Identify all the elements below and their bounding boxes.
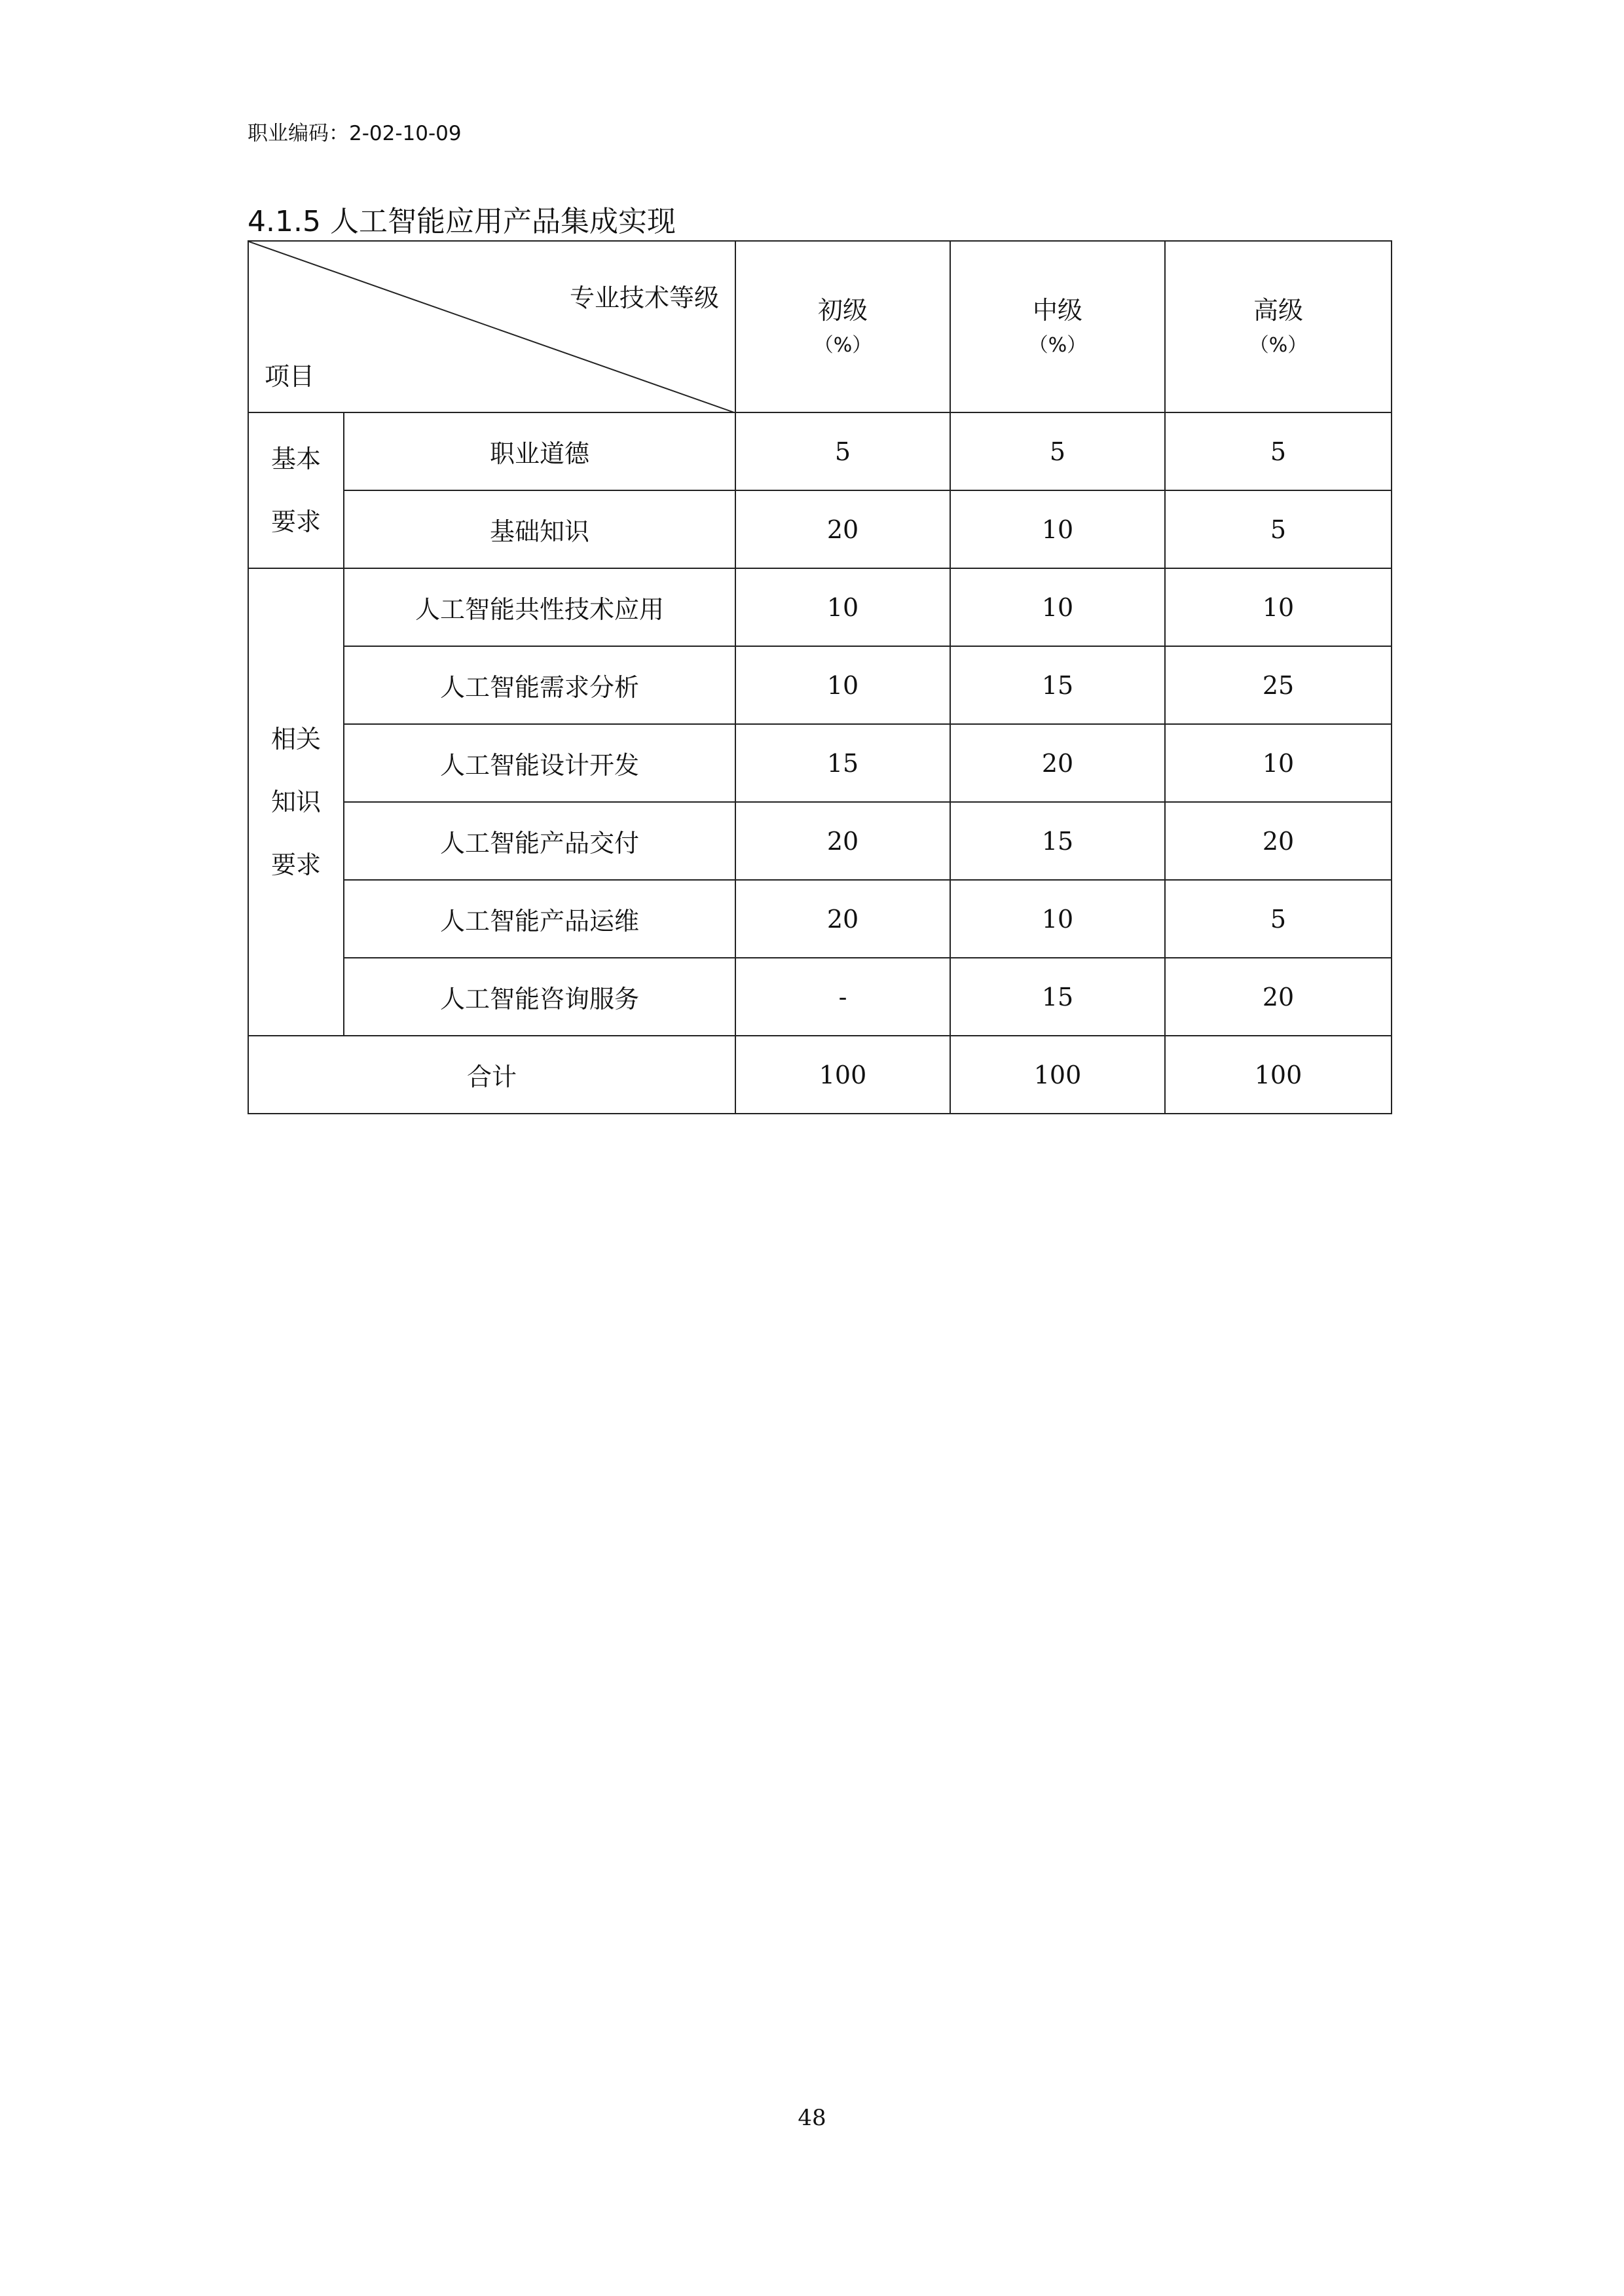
value-cell: 15 bbox=[950, 958, 1165, 1036]
value-cell: 5 bbox=[1165, 880, 1392, 958]
item-name: 人工智能共性技术应用 bbox=[344, 568, 735, 646]
level-unit: （%） bbox=[1028, 334, 1087, 357]
item-name: 人工智能咨询服务 bbox=[344, 958, 735, 1036]
occupation-code: 职业编码：2-02-10-09 bbox=[248, 122, 462, 145]
group-label-related-knowledge bbox=[248, 568, 344, 1036]
group-label-line: 相关 bbox=[270, 725, 321, 754]
diagonal-line bbox=[249, 242, 736, 413]
value-cell: 5 bbox=[1165, 490, 1392, 568]
value-cell: 10 bbox=[735, 646, 950, 724]
table-row bbox=[248, 880, 1392, 958]
value-cell: 10 bbox=[1165, 568, 1392, 646]
total-value: 100 bbox=[950, 1036, 1165, 1114]
value-cell: 15 bbox=[735, 724, 950, 802]
value-cell: 20 bbox=[1165, 958, 1392, 1036]
value-cell: - bbox=[735, 958, 950, 1036]
item-name: 人工智能产品运维 bbox=[344, 880, 735, 958]
value-cell: 10 bbox=[950, 568, 1165, 646]
item-name: 人工智能设计开发 bbox=[344, 724, 735, 802]
value-cell: 10 bbox=[735, 568, 950, 646]
value-cell: 10 bbox=[950, 880, 1165, 958]
table-row bbox=[248, 958, 1392, 1036]
corner-label-level: 专业技术等级 bbox=[569, 283, 719, 312]
value-cell: 20 bbox=[950, 724, 1165, 802]
table-row bbox=[248, 412, 1392, 490]
level-name: 中级 bbox=[1032, 296, 1082, 325]
total-value: 100 bbox=[735, 1036, 950, 1114]
value-cell: 20 bbox=[735, 880, 950, 958]
item-name: 人工智能产品交付 bbox=[344, 802, 735, 880]
level-unit: （%） bbox=[1249, 334, 1308, 357]
value-cell: 10 bbox=[1165, 724, 1392, 802]
group-label-line: 知识 bbox=[270, 788, 321, 816]
table-row bbox=[248, 724, 1392, 802]
table-row bbox=[248, 568, 1392, 646]
level-unit: （%） bbox=[813, 334, 872, 357]
corner-label-item: 项目 bbox=[265, 362, 315, 391]
value-cell: 15 bbox=[950, 802, 1165, 880]
table-row bbox=[248, 646, 1392, 724]
group-label-basic bbox=[248, 412, 344, 568]
table-header-row bbox=[248, 241, 1392, 412]
item-name: 职业道德 bbox=[344, 412, 735, 490]
group-label-line: 要求 bbox=[270, 850, 321, 879]
section-title: 4.1.5 人工智能应用产品集成实现 bbox=[248, 205, 676, 238]
table-row bbox=[248, 490, 1392, 568]
group-label-line: 基本 bbox=[270, 445, 321, 473]
value-cell: 15 bbox=[950, 646, 1165, 724]
level-header-intermediate bbox=[950, 241, 1165, 412]
table-row bbox=[248, 802, 1392, 880]
total-label: 合计 bbox=[248, 1036, 735, 1114]
level-header-senior bbox=[1165, 241, 1392, 412]
total-value: 100 bbox=[1165, 1036, 1392, 1114]
value-cell: 25 bbox=[1165, 646, 1392, 724]
value-cell: 20 bbox=[735, 490, 950, 568]
value-cell: 10 bbox=[950, 490, 1165, 568]
item-name: 人工智能需求分析 bbox=[344, 646, 735, 724]
level-header-junior bbox=[735, 241, 950, 412]
value-cell: 20 bbox=[735, 802, 950, 880]
level-name: 初级 bbox=[817, 296, 868, 325]
weight-table bbox=[248, 240, 1392, 1114]
value-cell: 20 bbox=[1165, 802, 1392, 880]
total-row bbox=[248, 1036, 1392, 1114]
value-cell: 5 bbox=[735, 412, 950, 490]
value-cell: 5 bbox=[950, 412, 1165, 490]
corner-cell bbox=[248, 241, 735, 412]
level-name: 高级 bbox=[1253, 296, 1303, 325]
group-label-line: 要求 bbox=[270, 507, 321, 536]
page-number: 48 bbox=[798, 2105, 826, 2131]
item-name: 基础知识 bbox=[344, 490, 735, 568]
value-cell: 5 bbox=[1165, 412, 1392, 490]
